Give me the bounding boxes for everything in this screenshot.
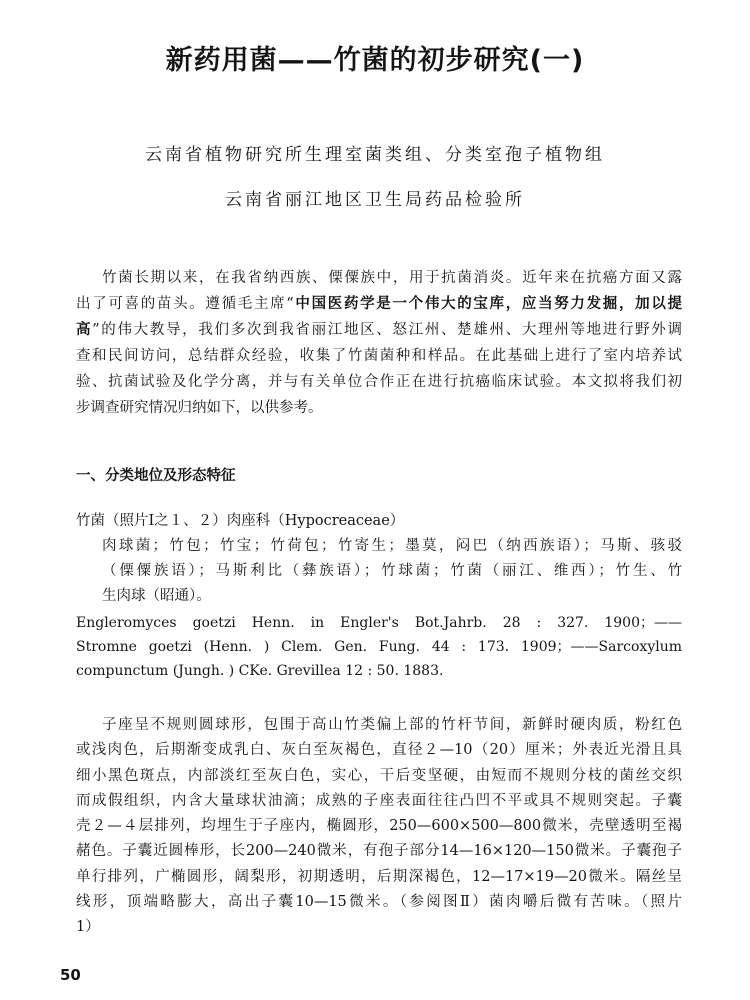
latin-line: compunctum (Jungh. ) CKe. Grevillea 12 : 50. 1883.: [76, 663, 444, 679]
intro-line: 验、抗菌试验及化学分离，并与有关单位合作正在进行抗癌临床试验。本文拟将我们初: [76, 374, 682, 390]
latin-line: Stromne goetzi (Henn. ) Clem. Gen. Fung. 44 : 173. 1909；——Sarcoxylum: [76, 639, 682, 655]
intro-line-text: 出了可喜的苗头。遵循毛主席“: [76, 296, 294, 312]
latin-line: Engleromyces goetzi Henn. in Engler's Bot.Jahrb. 28 : 327. 1900；——: [76, 615, 682, 631]
intro-line: 步调查研究情况归纳如下，以供参考。: [76, 400, 323, 416]
desc-line: 而成假组织，内含大量球状油滴；成熟的子座表面往往凸凹不平或具不规则突起。子囊: [76, 792, 682, 809]
intro-line: 查和民间访问，总结群众经验，收集了竹菌菌种和样品。在此基础上进行了室内培养试: [76, 348, 682, 364]
intro-line: [76, 317, 682, 343]
desc-line: 细小黑色斑点，内部淡红至灰白色，实心，干后变坚硬，由短而不规则分枝的菌丝交织: [76, 767, 682, 784]
quote-bold: 中国医药学是一个伟大的宝库，应当努力发掘，加以提: [293, 295, 682, 312]
species-synonym-line: 肉球菌；竹包；竹宝；竹荷包；竹寄生；墨莫，闷巴（纳西族语）；马斯、骇驳: [102, 538, 682, 554]
intro-line: 竹菌长期以来，在我省纳西族、傈僳族中，用于抗菌消炎。近年来在抗癌方面又露: [102, 270, 682, 286]
species-name-line: 竹菌（照片Ⅰ之１、２）肉座科（Hypocreaceae）: [76, 513, 405, 529]
section-heading: 一、分类地位及形态特征: [76, 468, 236, 484]
desc-line: 壳２—４层排列，均埋生于子座内，椭圆形，250—600×500—800微米，壳壁透明至褐: [76, 818, 682, 835]
desc-line: 子座呈不规则圆球形，包围于高山竹类偏上部的竹杆节间，新鲜时硬肉质，粉红色: [102, 717, 682, 733]
species-synonym-line: （傈僳族语）；马斯利比（彝族语）；竹球菌；竹菌（丽江、维西）；竹生、竹: [102, 563, 682, 579]
desc-line: 或浅肉色，后期渐变成乳白、灰白至灰褐色，直径２—10（20）厘米；外表近光滑且具: [76, 742, 682, 759]
quote-bold: 高: [76, 321, 93, 338]
desc-line: 赭色。子囊近圆棒形，长200—240微米，有孢子部分14—16×120—150微米。子囊孢子: [76, 843, 682, 860]
intro-line: [76, 291, 682, 317]
page-number: 50: [60, 966, 81, 984]
desc-line: 单行排列，广椭圆形，阔梨形，初期透明，后期深褐色，12—17×19—20微米。隔丝呈: [76, 868, 682, 885]
intro-line-text: ”的伟大教导，我们多次到我省丽江地区、怒江州、楚雄州、大理州等地进行野外调: [92, 322, 682, 338]
affiliation-1: 云南省植物研究所生理室菌类组、分类室孢子植物组: [145, 145, 605, 165]
species-synonym-line: 生肉球（昭通）。: [102, 588, 211, 604]
intro-paragraph: [76, 265, 682, 421]
species-entry: [76, 509, 682, 609]
latin-nomenclature: [76, 611, 682, 683]
affiliation-2: 云南省丽江地区卫生局药品检验所: [225, 190, 525, 210]
desc-line: 线形，顶端略膨大，高出子囊10—15微米。（参阅图Ⅱ）菌肉嚼后微有苦味。（照片: [76, 894, 682, 911]
desc-line: 1）: [76, 919, 100, 936]
paper-title: 新药用菌——竹菌的初步研究(一): [165, 45, 585, 76]
description-paragraph: [76, 713, 682, 941]
